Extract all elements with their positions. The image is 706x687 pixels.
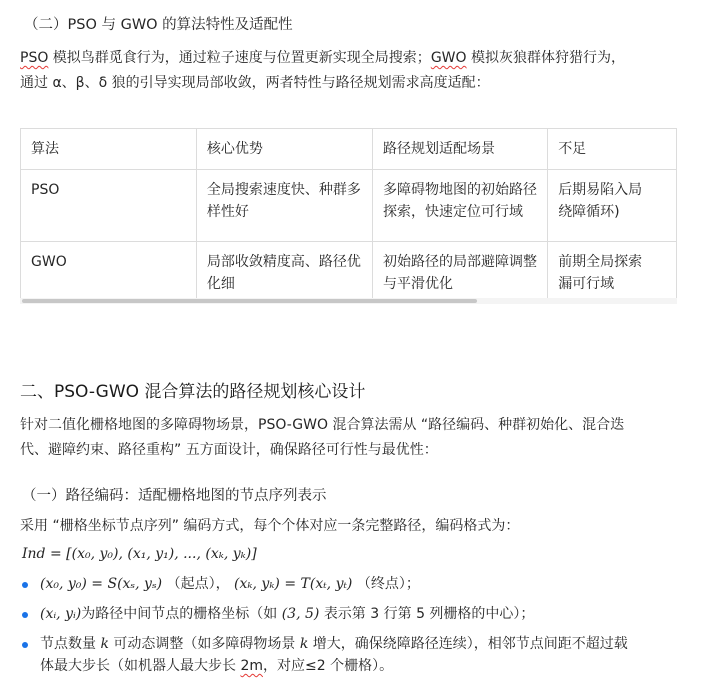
table-header-cell: 核心优势 — [196, 129, 372, 170]
paragraph-line: 代、避障约束、路径重构” 五方面设计，确保路径可行性与最优性： — [20, 442, 438, 458]
table-header-cell: 路径规划适配场景 — [372, 129, 547, 170]
paragraph-line — [20, 413, 684, 438]
inline-math: (x₀, y₀) = S(xₛ, yₛ) — [40, 576, 163, 592]
paragraph-line: 通过 α、β、δ 狼的引导实现局部收敛，两者特性与路径规划需求高度适配： — [20, 75, 490, 91]
table-cell-weakness — [548, 242, 677, 305]
bullet-dot-icon — [22, 642, 28, 648]
table-cell-algo: GWO — [21, 242, 197, 305]
table-header-row — [21, 129, 677, 170]
bullet-dot-icon — [22, 582, 28, 588]
paragraph-text: 模拟鸟群觅食行为，通过粒子速度与位置更新实现全局搜索； — [48, 50, 431, 66]
list-text: 为路径中间节点的栅格坐标（如 — [81, 606, 278, 622]
spellcheck-word[interactable]: PSO — [20, 50, 49, 66]
cell-line: 后期易陷入局 — [558, 182, 643, 198]
list-text: 可动态调整（如多障碍物场景 — [113, 636, 296, 652]
cell-line: 绕障循环) — [558, 204, 620, 220]
list-line — [40, 633, 684, 655]
inline-math: (xₖ, yₖ) = T(xₜ, yₜ) — [234, 576, 353, 592]
heading-text: 二、PSO-GWO 混合算法的路径规划核心设计 — [20, 382, 366, 402]
heading-text: （二）PSO 与 GWO 的算法特性及适配性 — [24, 17, 293, 33]
table-horizontal-scrollbar[interactable] — [20, 298, 677, 304]
inline-math: (3, 5) — [281, 606, 320, 622]
encoding-bullet-list — [20, 573, 684, 677]
table-header-cell: 不足 — [548, 129, 677, 170]
paragraph-core-intro — [20, 413, 684, 463]
list-text: （终点）； — [356, 576, 420, 592]
table-row — [21, 242, 677, 305]
section-heading-encoding — [22, 484, 327, 505]
list-text: 增大，确保绕障路径连续），相邻节点间距不超过载 — [312, 636, 628, 652]
inline-math: k — [299, 636, 309, 652]
paragraph-text: 混合算法需从 “路径编码、种群初始化、混合迭 — [328, 417, 625, 433]
table-row — [21, 170, 677, 242]
heading-text: （一）路径编码：适配栅格地图的节点序列表示 — [22, 488, 327, 504]
table-header-cell: 算法 — [21, 129, 197, 170]
scrollbar-thumb[interactable] — [22, 299, 477, 303]
encoding-formula: Ind = [(x₀, y₀), (x₁, y₁), ..., (xₖ, yₖ)] — [22, 546, 257, 562]
table-cell-weakness — [548, 170, 677, 242]
table-cell-advantage: 全局搜索速度快、种群多样性好 — [196, 170, 372, 242]
comparison-table — [20, 128, 677, 304]
paragraph-encoding-intro — [20, 514, 684, 539]
bullet-dot-icon — [22, 612, 28, 618]
cell-line: 漏可行域 — [558, 276, 615, 292]
paragraph-text: 针对二值化栅格地图的多障碍物场景， — [20, 417, 258, 433]
list-text: 体最大步长（如机器人最大步长 — [40, 658, 236, 674]
list-text: ，对应≤2 个栅格）。 — [263, 658, 394, 674]
table-cell-advantage: 局部收敛精度高、路径优化细 — [196, 242, 372, 305]
table-cell-algo: PSO — [21, 170, 197, 242]
table-cell-scenario: 初始路径的局部避障调整与平滑优化 — [372, 242, 547, 305]
list-line — [40, 655, 684, 677]
list-text: （起点）， — [166, 576, 230, 592]
spellcheck-word[interactable]: 2m — [240, 658, 263, 674]
list-text: 表示第 3 行第 5 列栅格的中心）； — [323, 606, 535, 622]
paragraph-line — [20, 46, 684, 71]
list-text: 节点数量 — [40, 636, 96, 652]
table-cell-scenario: 多障碍物地图的初始路径探索，快速定位可行域 — [372, 170, 547, 242]
paragraph-text: PSO-GWO — [258, 417, 329, 433]
list-item — [20, 603, 684, 633]
list-item — [20, 573, 684, 603]
paragraph-line: 采用 “栅格坐标节点序列” 编码方式，每个个体对应一条完整路径，编码格式为： — [20, 518, 520, 534]
list-item — [20, 633, 684, 677]
cell-line: 前期全局探索 — [558, 254, 643, 270]
paragraph-text: 模拟灰狼群体狩猎行为， — [466, 50, 625, 66]
section-heading-core-design — [20, 377, 365, 402]
spellcheck-word[interactable]: GWO — [430, 50, 467, 66]
paragraph-pso-gwo-intro — [20, 46, 684, 96]
inline-math: k — [100, 636, 109, 652]
comparison-table-container[interactable] — [20, 128, 677, 304]
inline-math: (xᵢ, yᵢ) — [40, 606, 82, 622]
section-heading-pso-gwo — [24, 13, 293, 34]
